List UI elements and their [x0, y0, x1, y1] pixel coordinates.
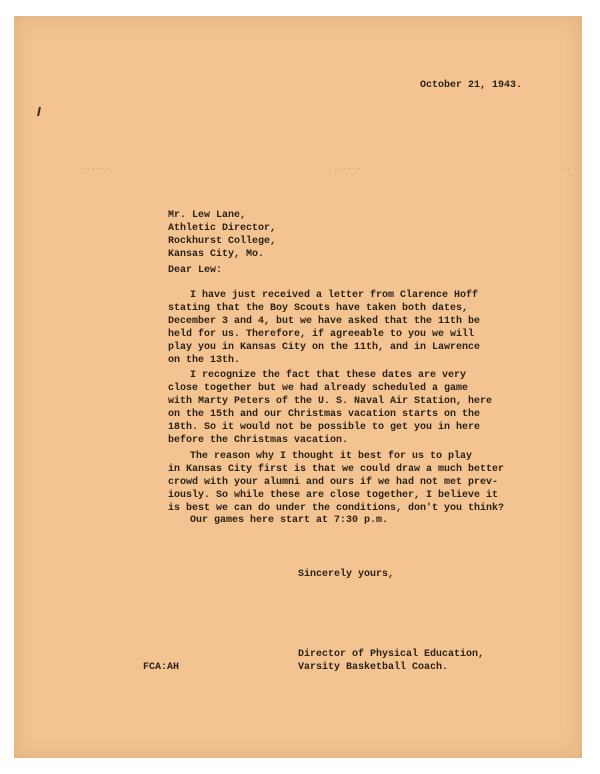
address-line: Kansas City, Mo. — [168, 249, 265, 260]
paragraph-line: with Marty Peters of the U. S. Naval Air Station, here — [168, 396, 493, 407]
paragraph-line: play you in Kansas City on the 11th, and in Lawrence — [168, 342, 481, 353]
signature-title-line: Director of Physical Education, — [298, 649, 485, 660]
reference-initials: FCA:AH — [143, 662, 180, 673]
paragraph-line: held for us. Therefore, if agreeable to you we will — [168, 329, 475, 340]
letter-date: October 21, 1943. — [420, 80, 523, 91]
paragraph-line: on the 13th. — [168, 355, 241, 366]
closing: Sincerely yours, — [298, 569, 395, 580]
paragraph-line: crowd with your alumni and ours if we had not met prev- — [168, 477, 499, 488]
signature-title-line: Varsity Basketball Coach. — [298, 662, 449, 673]
address-line: Rockhurst College, — [168, 236, 277, 247]
address-line: Mr. Lew Lane, — [168, 210, 247, 221]
faint-mark-left: •••••• — [82, 166, 110, 173]
paragraph-line: is best we can do under the conditions, don't you think? — [168, 503, 505, 514]
paragraph-line: I recognize the fact that these dates are very — [190, 370, 467, 381]
paragraph-line: 18th. So it would not be possible to get you in here — [168, 422, 481, 433]
faint-mark-middle: •••••• — [334, 166, 362, 173]
pen-mark — [37, 107, 41, 116]
salutation: Dear Lew: — [168, 265, 223, 276]
paragraph-line: iously. So while these are close together, I believe it — [168, 490, 499, 501]
paragraph-line: I have just received a letter from Clarence Hoff — [190, 290, 479, 301]
body-paragraph-4: Our games here start at 7:30 p.m. — [190, 515, 389, 526]
paragraph-line: on the 15th and our Christmas vacation starts on the — [168, 409, 481, 420]
paragraph-line: December 3 and 4, but we have asked that the 11th be — [168, 316, 481, 327]
paragraph-line: in Kansas City first is that we could draw a much better — [168, 464, 505, 475]
paragraph-line: close together but we had already scheduled a game — [168, 383, 469, 394]
address-line: Athletic Director, — [168, 223, 277, 234]
faint-mark-right: •• — [562, 166, 572, 173]
paragraph-line: before the Christmas vacation. — [168, 435, 349, 446]
paragraph-line: The reason why I thought it best for us to play — [190, 451, 473, 462]
paragraph-line: stating that the Boy Scouts have taken both dates, — [168, 303, 469, 314]
